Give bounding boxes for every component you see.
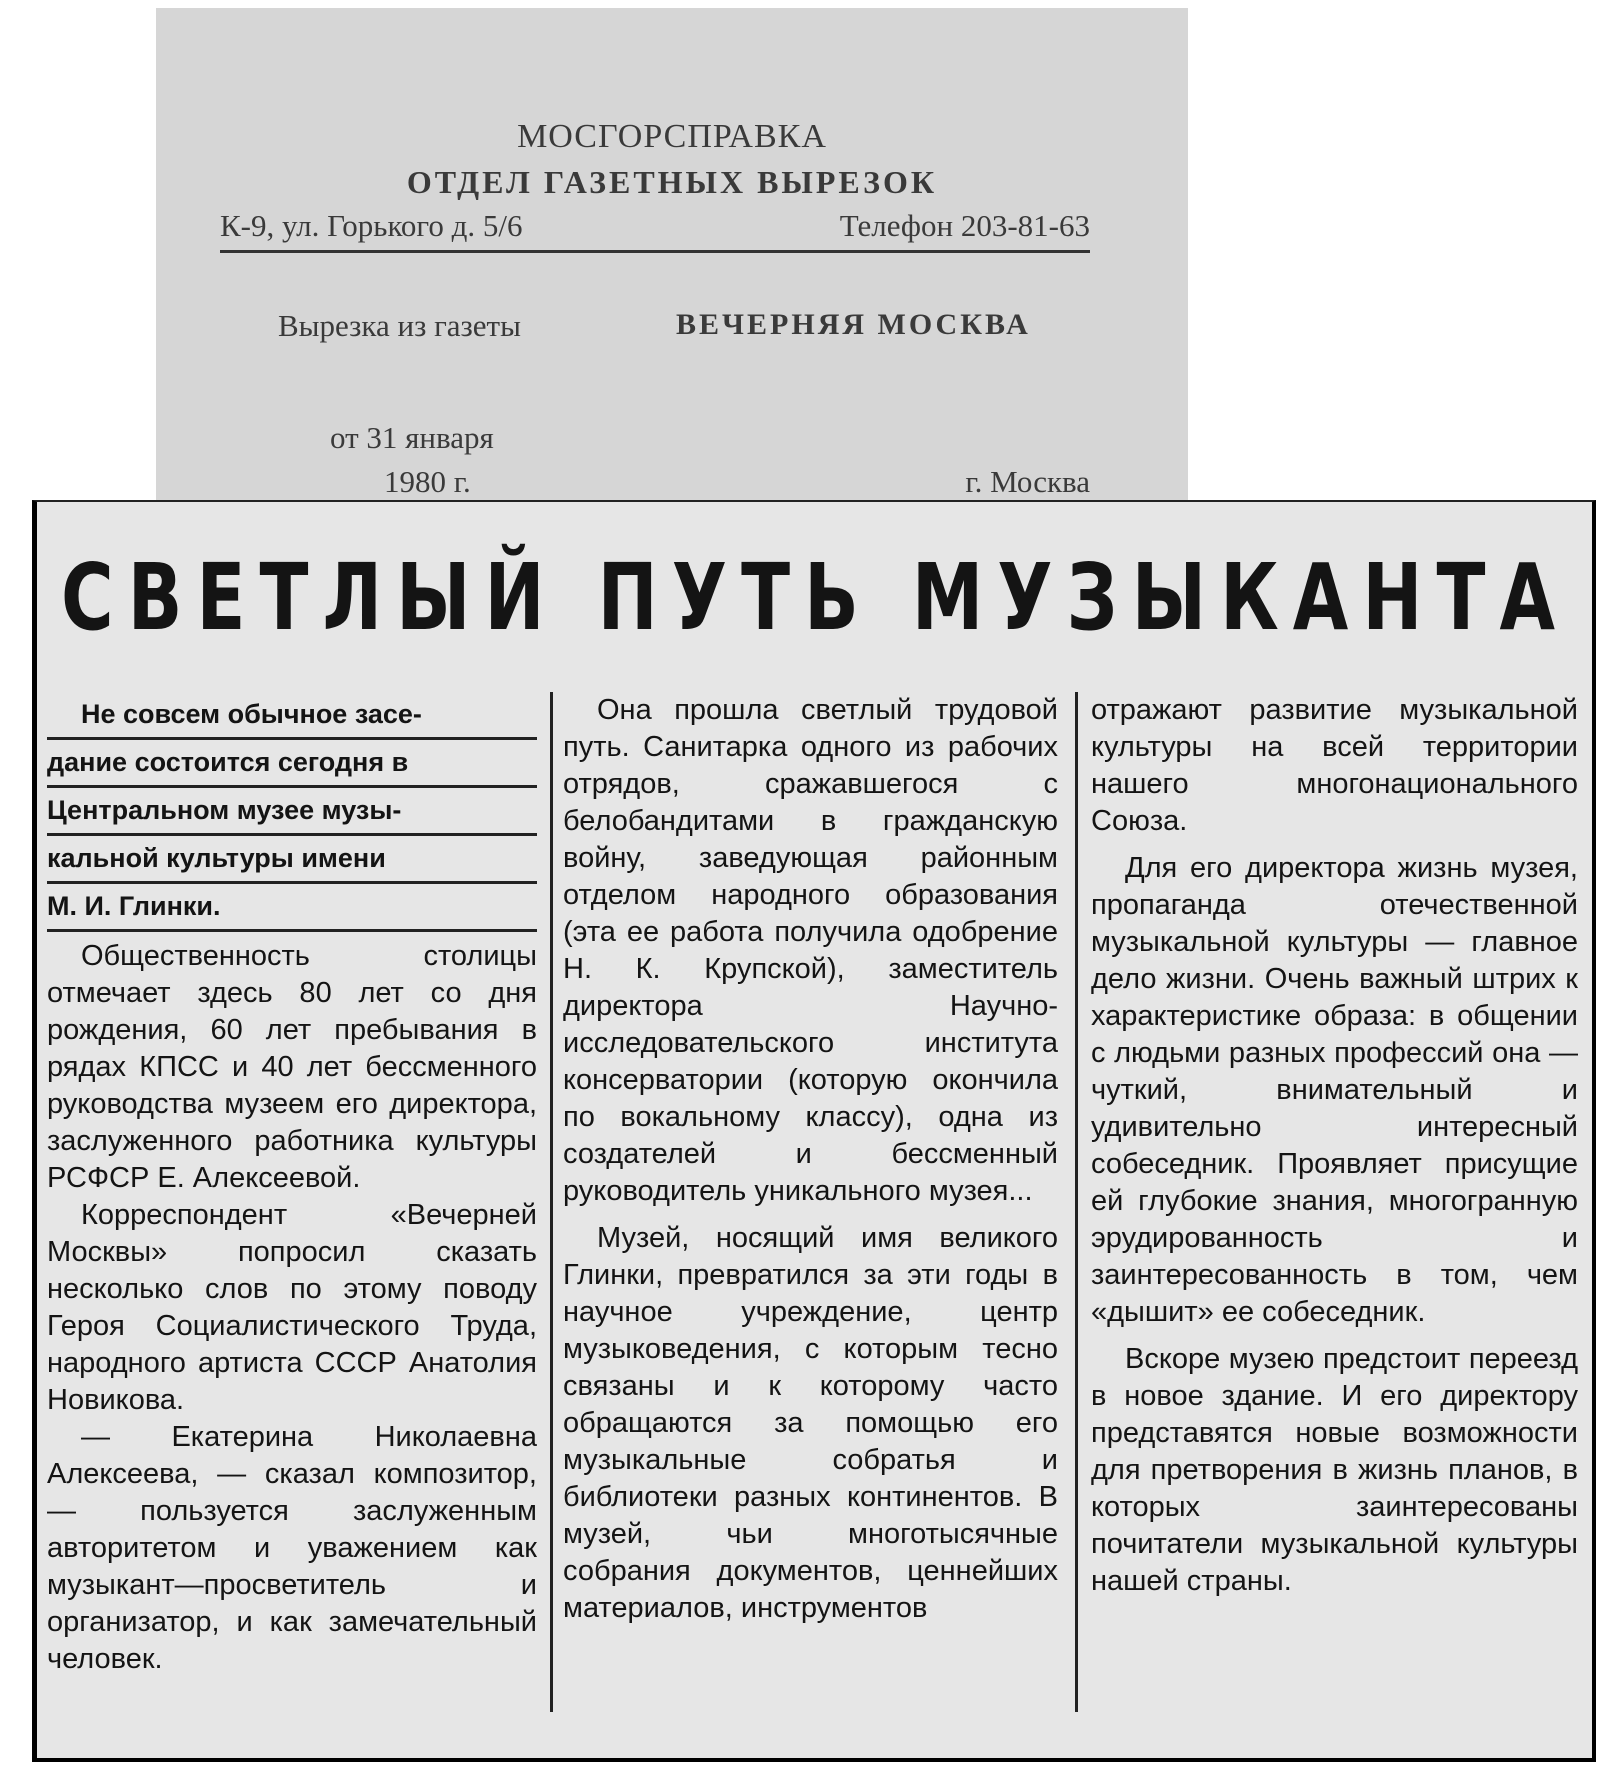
paragraph: отражают развитие музыкальной культуры на всей территории нашего многонационального Союза. — [1091, 694, 1578, 837]
city: г. Москва — [965, 464, 1090, 499]
address: К-9, ул. Горького д. 5/6 — [220, 208, 523, 243]
article-lead — [47, 692, 537, 932]
article-headline: СВЕТЛЫЙ ПУТЬ МУЗЫКАНТА — [61, 544, 1570, 651]
newspaper-clipping — [32, 500, 1596, 1762]
column-1 — [47, 692, 537, 1678]
header-rule — [220, 250, 1090, 253]
date-line-2: 1980 г. — [384, 464, 471, 499]
lead-line: Центральном музее музы- — [47, 788, 537, 836]
paragraph: Корреспондент «Вечерней Москвы» попросил сказать несколько слов по этому поводу Героя Социалистического Труда, народного артиста СССР Анатолия Новикова. — [47, 1199, 537, 1416]
paragraph: Общественность столицы отмечает здесь 80 лет со дня рождения, 60 лет пребывания в рядах КПСС и 40 лет бессменного руководства музеем его директора, заслуженного работника культуры РСФСР Е. Алексеевой. — [47, 940, 537, 1194]
clipping-service-header — [156, 8, 1188, 508]
lead-line: кальной культуры имени — [47, 836, 537, 884]
newspaper-name: ВЕЧЕРНЯЯ МОСКВА — [676, 308, 1031, 341]
column-1-body — [47, 938, 537, 1678]
column-2 — [563, 692, 1058, 1627]
column-3 — [1091, 692, 1578, 1600]
lead-line: Не совсем обычное засе- — [47, 692, 537, 740]
lead-line: дание состоится сегодня в — [47, 740, 537, 788]
lead-line: М. И. Глинки. — [47, 884, 537, 932]
department-name: ОТДЕЛ ГАЗЕТНЫХ ВЫРЕЗОК — [406, 164, 938, 200]
column-divider — [1075, 692, 1078, 1712]
date-line-1: от 31 января — [330, 420, 494, 455]
column-divider — [550, 692, 553, 1712]
paragraph: Для его директора жизнь музея, пропаганда отечественной музыкальной культуры — главное дело жизни. Очень важный штрих к характеристике образа: в общении с людьми разных профессий она — чуткий, внимательный и удивительно интересный собеседник. Проявляет присущие ей глубокие знания, многогранную эрудированность и заинтересованность в том, чем «дышит» ее собеседник. — [1091, 852, 1578, 1328]
paragraph: — Екатерина Николаевна Алексеева, — сказал композитор, — пользуется заслуженным авторитетом и уважением как музыкант—просветитель и организатор, и как замечательный человек. — [47, 1421, 537, 1675]
phone: Телефон 203-81-63 — [839, 208, 1090, 243]
paragraph: Музей, носящий имя великого Глинки, превратился за эти годы в научное учреждение, центр музыковедения, с которым тесно связаны и к которому часто обращаются за помощью его музыкальные собратья и библиотеки разных континентов. В музей, чьи многотысячные собрания документов, ценнейших материалов, инструментов — [563, 1222, 1058, 1624]
paragraph: Она прошла светлый трудовой путь. Санитарка одного из рабочих отрядов, сражавшегося с белобандитами в гражданскую войну, заведующая районным отделом народного образования (эта ее работа получила одобрение Н. К. Крупской), заместитель директора Научно-исследовательского института консерватории (которую окончила по вокальному классу), одна из создателей и бессменный руководитель уникального музея... — [563, 694, 1058, 1207]
organization-name: МОСГОРСПРАВКА — [517, 118, 827, 155]
clipping-label: Вырезка из газеты — [278, 308, 521, 343]
paragraph: Вскоре музею предстоит переезд в новое здание. И его директору представятся новые возможности для претворения в жизнь планов, в которых заинтересованы почитатели музыкальной культуры нашей страны. — [1091, 1343, 1578, 1597]
